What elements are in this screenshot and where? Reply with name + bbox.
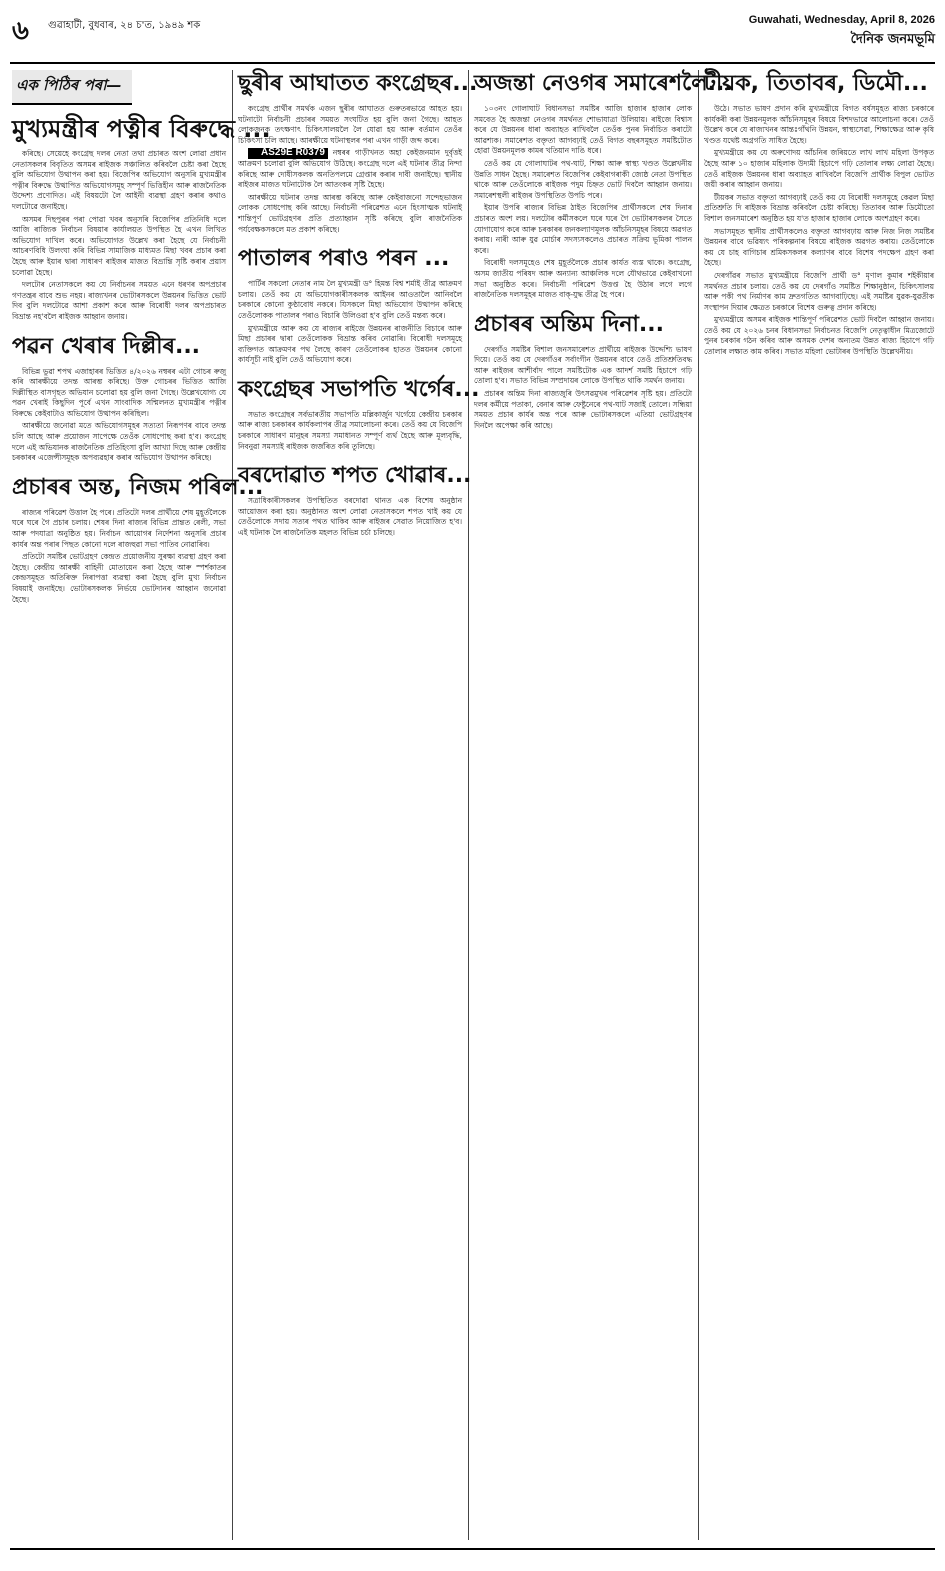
- article-campaign-end: [12, 508, 226, 605]
- paragraph: সভাসমূহত স্থানীয় প্ৰাৰ্থীসকলেও বক্তৃতা আগবঢ়ায় আৰু নিজ নিজ সমষ্টিৰ উন্নয়নৰ বাবে ভৱিষ্যৎ পৰিকল্পনাৰ বিষয়ে ৰাইজক অৱগত কৰায়। তেওঁলোকে কয় যে চাহ বাগিচাৰ শ্ৰমিকসকলৰ কল্যাণৰ বাবে বিশেষ পদক্ষেপ গ্ৰহণ কৰা হৈছে।: [704, 226, 934, 268]
- column-4: [704, 70, 934, 1540]
- article-kharge: [238, 410, 462, 452]
- headline-ajanta-neog: অজন্তা নেওগৰ সমাৰেশলৈ...: [474, 71, 733, 96]
- paragraph: বিভিন্ন ভুৱা শপথ এজাহাৰৰ ভিত্তিত ৪/২০২৬ নম্বৰৰ এটা গোচৰ ৰুজু কৰি আৰক্ষীয়ে তদন্ত আৰম্ভ কৰিছে। উক্ত গোচৰৰ ভিত্তিত আজি দিল্লীস্থিত বাসগৃহত অভিযান চলোৱা হয় বুলি জনা গৈছে। উল্লেখযোগ্য যে পৱন খেৰাই কিছুদিন পূৰ্বে এখন সাংবাদিক সন্মিলনত মুখ্যমন্ত্ৰীৰ পত্নীৰ বিৰুদ্ধে কেইবাটাও অভিযোগ উত্থাপন কৰিছিল।: [12, 366, 226, 418]
- article-pawan-khera: [12, 367, 226, 464]
- headline-last-day: প্ৰচাৰৰ অন্তিম দিনা...: [474, 311, 664, 337]
- dateline-english: Guwahati, Wednesday, April 8, 2026: [748, 14, 935, 26]
- paragraph: ১০৩নং গোলাঘাট বিধানসভা সমষ্টিৰ আজি হাজাৰ হাজাৰ লোক সমবেত হৈ অজন্তা নেওগৰ সমৰ্থনত শোভাযাত্ৰা উলিয়ায়। ৰাইজে বিশ্বাস কৰে যে উন্নয়নৰ ধাৰা অব্যাহত ৰাখিবলৈ তেওঁক পুনৰ নিৰ্বাচিত কৰাটো আৱশ্যক। সমাৰেশত বক্তৃতা আগবঢ়াই তেওঁ বিগত বছৰসমূহত সমষ্টিটোত হোৱা উন্নয়নমূলক কামৰ খতিয়ান দাঙি ধৰে।: [474, 104, 692, 156]
- paragraph: প্ৰতিটো সমষ্টিৰ ভোটগ্ৰহণ কেন্দ্ৰত প্ৰয়োজনীয় সুৰক্ষা ব্যৱস্থা গ্ৰহণ কৰা হৈছে। কেন্দ্ৰীয় আৰক্ষী বাহিনী মোতায়েন কৰা হৈছে আৰু স্পৰ্শকাতৰ কেন্দ্ৰসমূহত অতিৰিক্ত নিৰাপত্তা ব্যৱস্থা কৰা হৈছে বুলি মুখ্য নিৰ্বাচন বিষয়াই জনাইছে। ভোটাৰসকলক নিৰ্ভয়ে ভোটদানৰ আহ্বান জনোৱা হৈছে।: [12, 552, 226, 604]
- footer-rule: [10, 1548, 935, 1550]
- article-teok-titabor: [704, 104, 934, 358]
- paragraph: দেৰগাঁও সমষ্টিৰ বিশাল জনসমাৰেশত প্ৰাৰ্থীয়ে ৰাইজক উদ্দেশ্যি ভাষণ দিয়ে। তেওঁ কয় যে দেৰগাঁওৰ সৰ্বাংগীন উন্নয়নৰ বাবে তেওঁ প্ৰতিশ্ৰুতিবদ্ধ আৰু ৰাইজৰ আশীৰ্বাদ পালে সমষ্টিটোক এক আদৰ্শ সমষ্টি হিচাপে গঢ়ি তোলা হ'ব। সভাত বিভিন্ন সম্প্ৰদায়ৰ লোকে উপস্থিত থাকি সমৰ্থন জনায়।: [474, 344, 692, 386]
- headline-kharge: কংগ্ৰেছৰ সভাপতি খৰ্গেৰ...: [238, 376, 480, 402]
- dateline-assamese: গুৱাহাটী, বুধবাৰ, ২৪ চ'ত, ১৯৪৯ শক: [48, 20, 201, 31]
- paragraph: মুখ্যমন্ত্ৰীয়ে কয় যে অৰুণোদয় আঁচনিৰ জৰিয়তে লাখ লাখ মহিলা উপকৃত হৈছে আৰু ১০ হাজাৰ মহিলাক উদ্যমী হিচাপে গঢ়ি তোলাৰ লক্ষ্য লোৱা হৈছে। তেওঁ ৰাইজক উন্নয়নৰ ধাৰা অব্যাহত ৰাখিবলৈ বিজেপি প্ৰাৰ্থীক বিপুল ভোটত জয়ী কৰাৰ আহ্বান জনায়।: [704, 148, 934, 190]
- headline-bordowa: বৰদোৱাত শপত খোৱাৰ...: [238, 463, 472, 489]
- paragraph: মুখ্যমন্ত্ৰীয়ে আৰু কয় যে ৰাজ্যৰ ৰাইজে উন্নয়নৰ ৰাজনীতি বিচাৰে আৰু মিছা প্ৰচাৰৰ দ্বাৰা তেওঁলোকক বিভ্ৰান্ত কৰিব নোৱাৰি। বিৰোধী দলসমূহে ব্যক্তিগত আক্ৰমণৰ পথ লৈছে কাৰণ তেওঁলোকৰ হাতত উন্নয়নৰ কোনো কাৰ্যসূচী নাই বুলি তেওঁ অভিযোগ কৰে।: [238, 323, 462, 365]
- vehicle-plate: AS29E R0379: [248, 148, 328, 159]
- masthead: দৈনিক জনমভূমি: [850, 32, 935, 47]
- article-ajanta-neog: [474, 104, 692, 301]
- article-bordowa: [238, 496, 462, 538]
- column-1: [12, 70, 271, 1540]
- headline-pawan-khera: পৱন খেৰাৰ দিল্লীৰ...: [12, 333, 201, 359]
- paragraph: টীয়কৰ সভাত বক্তৃতা আগবঢ়াই তেওঁ কয় যে বিৰোধী দলসমূহে কেৱল মিছা প্ৰতিশ্ৰুতি দি ৰাইজক বিভ্ৰান্ত কৰিবলৈ চেষ্টা কৰিছে। তিতাবৰ আৰু ডিমৌতো বিশাল জনসমাৰেশ অনুষ্ঠিত হয় য'ত হাজাৰ হাজাৰ লোকে অংশগ্ৰহণ কৰে।: [704, 192, 934, 223]
- paragraph: [238, 148, 462, 190]
- headline-patal: পাতালৰ পৰাও পৰন ...: [238, 246, 450, 272]
- headline-campaign-end: প্ৰচাৰৰ অন্ত, নিজম পৰিল...: [12, 474, 264, 500]
- headline-knife-attack: ছুৰীৰ আঘাতত কংগ্ৰেছৰ...: [238, 71, 478, 96]
- paragraph: বিৰোধী দলসমূহেও শেষ মুহূৰ্তলৈকে প্ৰচাৰ কাৰ্যত ব্যস্ত থাকে। কংগ্ৰেছ, অসম জাতীয় পৰিষদ আৰু অন্যান্য আঞ্চলিক দলে যৌথভাৱে কেইবাখনো সভা অনুষ্ঠিত কৰে। নিৰ্বাচনী পৰিৱেশ উত্তপ্ত হৈ উঠাৰ লগে লগে ৰাজনৈতিক দলসমূহৰ মাজত বাক্-যুদ্ধ তীব্ৰ হৈ পৰে।: [474, 258, 692, 300]
- article-knife-attack: [238, 104, 462, 235]
- paragraph: প্ৰচাৰৰ অন্তিম দিনা ৰাজ্যজুৰি উৎসৱমুখৰ পৰিৱেশৰ সৃষ্টি হয়। প্ৰতিটো দলৰ কৰ্মীয়ে পতাকা, বেনাৰ আৰু ফেষ্টুনেৰে পথ-ঘাট সজাই তোলে। সন্ধিয়া সময়ত প্ৰচাৰ কাৰ্যৰ অন্ত পৰে আৰু ভোটাৰসকলে এতিয়া ভোটগ্ৰহণৰ দিনলৈ অপেক্ষা কৰি আছে।: [474, 389, 692, 430]
- headline-cm-wife: মুখ্যমন্ত্ৰীৰ পত্নীৰ বিৰুদ্ধে ...: [12, 115, 271, 143]
- article-patal: [238, 279, 462, 366]
- page-header: [10, 8, 935, 60]
- paragraph: সভাত কংগ্ৰেছৰ সৰ্বভাৰতীয় সভাপতি মল্লিকাৰ্জুন খৰ্গেয়ে কেন্দ্ৰীয় চৰকাৰ আৰু ৰাজ্য চৰকাৰৰ কাৰ্যকলাপৰ তীব্ৰ সমালোচনা কৰে। তেওঁ কয় যে বিজেপি চৰকাৰে সাধাৰণ মানুহৰ সমস্যা সমাধানত সম্পূৰ্ণ ব্যৰ্থ হৈছে আৰু মূল্যবৃদ্ধি, নিবনুৱা সমস্যাই ৰাইজক জৰ্জৰিত কৰি তুলিছে।: [238, 409, 462, 451]
- paragraph: তেওঁ কয় যে গোলাঘাটৰ পথ-ঘাট, শিক্ষা আৰু স্বাস্থ্য খণ্ডত উল্লেখনীয় উন্নতি সাধন হৈছে। সমাৰেশত বিজেপিৰ কেইবাগৰাকী জ্যেষ্ঠ নেতা উপস্থিত থাকে আৰু তেওঁলোকে ৰাইজক পদুম চিহ্নত ভোট দিবলৈ আহ্বান জনায়। সমাৰেশস্থলী ৰাইজৰ উপস্থিতিত উপচি পৰে।: [474, 158, 692, 200]
- page-number: ৬: [12, 16, 29, 46]
- paragraph: কৰিছে। সেয়েহে কংগ্ৰেছ দলৰ নেতা তথা প্ৰচাৰত অংশ লোৱা প্ৰধান নেতাসকলৰ বিবৃতিত অসমৰ ৰাইজক সঞ্চালিত কৰিবলৈ চেষ্টা কৰা হৈছে বুলি অভিযোগ উত্থাপন কৰা হয়। বিজেপিৰ অভিযোগ অনুসৰি মুখ্যমন্ত্ৰীৰ পত্নীৰ বিৰুদ্ধে উত্থাপিত অভিযোগসমূহ সম্পূৰ্ণ ভিত্তিহীন আৰু ৰাজনৈতিক উদ্দেশ্য প্ৰণোদিত। এই বিষয়টো লৈ আইনী ব্যৱস্থা গ্ৰহণ কৰাৰ কথাও দলটোৱে জনাইছে।: [12, 149, 226, 211]
- column-2: [238, 70, 480, 1540]
- paragraph-text: নম্বৰৰ গাড়ীখনত অহা কেইজনমান দুৰ্বৃত্তই আক্ৰমণ চলোৱা বুলি অভিযোগ উঠিছে। কংগ্ৰেছ দলে এই ঘটনাৰ তীব্ৰ নিন্দা কৰিছে আৰু দোষীসকলক অনতিপলমে গ্ৰেপ্তাৰ কৰাৰ দাবী জনাইছে। স্থানীয় ৰাইজৰ মাজত ঘটনাটোক লৈ আতংকৰ সৃষ্টি হৈছে।: [238, 148, 462, 190]
- paragraph: দেৰগাঁৱৰ সভাত মুখ্যমন্ত্ৰীয়ে বিজেপি প্ৰাৰ্থী ড° মৃণাল কুমাৰ শইকীয়াৰ সমৰ্থনত প্ৰচাৰ চলায়। তেওঁ কয় যে দেৰগাঁও সমষ্টিত শিক্ষানুষ্ঠান, চিকিৎসালয় আৰু পকী পথ নিৰ্মাণৰ কাম দ্ৰুতগতিত আগবাঢ়িছে। এই সমষ্টিৰ যুৱক-যুৱতীক সংস্থাপন দিয়াৰ ক্ষেত্ৰত চৰকাৰে বিশেষ গুৰুত্ব প্ৰদান কৰিছে।: [704, 270, 934, 312]
- headline-teok-titabor: টীয়ক, তিতাবৰ, ডিমৌ...: [704, 71, 928, 96]
- column-divider: [698, 70, 699, 1540]
- article-cm-wife: [12, 149, 226, 323]
- header-rule: [10, 62, 935, 64]
- paragraph: কংগ্ৰেছ প্ৰাৰ্থীৰ সমৰ্থক এজন ছুৰীৰ আঘাতত গুৰুতৰভাৱে আহত হয়। ঘটনাটো নিৰ্বাচনী প্ৰচাৰৰ সময়ত সংঘটিত হয় বুলি জনা গৈছে। আহত লোকজনক তৎক্ষণাৎ চিকিৎসালয়লৈ লৈ যোৱা হয় আৰু বৰ্তমান তেওঁৰ চিকিৎসা চলি আছে। আৰক্ষীয়ে ঘটনাস্থলৰ পৰা এখন গাড়ী জব্দ কৰে।: [238, 104, 462, 145]
- paragraph: ৰাজ্যৰ পৰিৱেশ উত্তাল হৈ পৰে। প্ৰতিটো দলৰ প্ৰাৰ্থীয়ে শেষ মুহূৰ্তলৈকে ঘৰে ঘৰে গৈ প্ৰচাৰ চলায়। শেষৰ দিনা ৰাজ্যৰ বিভিন্ন প্ৰান্তত ৰেলী, সভা আৰু পদযাত্ৰা অনুষ্ঠিত হয়। নিৰ্বাচন আয়োগৰ নিৰ্দেশনা অনুসৰি প্ৰচাৰ কাৰ্যৰ অন্ত পৰাৰ পিছত কোনো দলে ৰাজহুৱা সভা পাতিব নোৱাৰিব।: [12, 507, 226, 549]
- paragraph: মুখ্যমন্ত্ৰীয়ে অসমৰ ৰাইজক শান্তিপূৰ্ণ পৰিৱেশত ভোট দিবলৈ আহ্বান জনায়। তেওঁ কয় যে ২০২৬ চনৰ বিধানসভা নিৰ্বাচনত বিজেপি নেতৃত্বাধীন মিত্ৰজোটে পুনৰ চৰকাৰ গঠন কৰিব আৰু অসমক দেশৰ অন্যতম উন্নত ৰাজ্য হিচাপে গঢ়ি তোলাৰ লক্ষ্যত কাম কৰিব। সভাত মহিলা ভোটাৰৰ উপস্থিতি উল্লেখনীয়।: [704, 315, 934, 357]
- paragraph: আৰক্ষীয়ে জনোৱা মতে অভিযোগসমূহৰ সত্যতা নিৰূপণৰ বাবে তদন্ত চলি আছে আৰু প্ৰয়োজন সাপেক্ষে তেওঁক সোধপোছ কৰা হ'ব। কংগ্ৰেছ দলে এই অভিযানক ৰাজনৈতিক প্ৰতিহিংসা বুলি আখ্যা দিছে আৰু কেন্দ্ৰীয় চৰকাৰৰ এজেন্সীসমূহক অপব্যৱহাৰ কৰাৰ অভিযোগ উত্থাপন কৰিছে।: [12, 421, 226, 463]
- paragraph: পাৰ্টিৰ সকলো নেতাৰ নাম লৈ মুখ্যমন্ত্ৰী ড° হিমন্ত বিশ্ব শৰ্মাই তীব্ৰ আক্ৰমণ চলায়। তেওঁ কয় যে অভিযোগকাৰীসকলক আইনৰ আওতালৈ আনিবলৈ চৰকাৰে কোনো কুণ্ঠাবোধ নকৰে। যিসকলে মিছা অভিযোগ উত্থাপন কৰিছে তেওঁলোকক পাতালৰ পৰাও বিচাৰি উলিওৱা হ'ব বুলি তেওঁ মন্তব্য কৰে।: [238, 279, 462, 320]
- paragraph: অসমৰ দিছপুৰৰ পৰা পোৱা খবৰ অনুসৰি বিজেপিৰ প্ৰতিনিধি দলে আজি ৰাজ্যিক নিৰ্বাচন বিষয়াৰ কাৰ্যালয়ত উপস্থিত হৈ এখন লিখিত অভিযোগ দাখিল কৰে। অভিযোগত উল্লেখ কৰা হৈছে যে নিৰ্বাচনী আচৰণবিধি উলংঘা কৰি বিভিন্ন সামাজিক মাধ্যমত মিছা খবৰ প্ৰচাৰ কৰা হৈছে আৰু ইয়াৰ দ্বাৰা সাধাৰণ ৰাইজৰ মাজত বিভ্ৰান্তি সৃষ্টি কৰাৰ প্ৰয়াস চলোৱা হৈছে।: [12, 214, 226, 277]
- paragraph: সত্ৰাধিকাৰীসকলৰ উপস্থিতিত বৰদোৱা থানত এক বিশেষ অনুষ্ঠান আয়োজন কৰা হয়। অনুষ্ঠানত অংশ লোৱা নেতাসকলে শপত খাই কয় যে তেওঁলোকে সদায় সত্যৰ পথত থাকিব আৰু ৰাইজৰ সেৱাত নিয়োজিত হ'ব। এই ঘটনাক লৈ ৰাজনৈতিক মহলত বিভিন্ন চৰ্চা চলিছে।: [238, 496, 462, 538]
- article-last-day: [474, 345, 692, 432]
- column-3: [474, 70, 733, 1540]
- paragraph: আৰক্ষীয়ে ঘটনাৰ তদন্ত আৰম্ভ কৰিছে আৰু কেইবাজনো সন্দেহভাজন লোকক সোধপোছ কৰি আছে। নিৰ্বাচনী পৰিৱেশত এনে হিংসাত্মক ঘটনাই শান্তিপূৰ্ণ ভোটগ্ৰহণৰ প্ৰতি প্ৰত্যাহ্বান সৃষ্টি কৰিছে বুলি ৰাজনৈতিক পৰ্যবেক্ষকসকলে মত প্ৰকাশ কৰিছে।: [238, 192, 462, 234]
- paragraph: ইয়াৰ উপৰি ৰাজ্যৰ বিভিন্ন ঠাইত বিজেপিৰ প্ৰাৰ্থীসকলে শেষ দিনাৰ প্ৰচাৰত অংশ লয়। দলটোৰ কৰ্মীসকলে ঘৰে ঘৰে গৈ ভোটাৰসকলৰ সৈতে যোগাযোগ কৰে আৰু চৰকাৰৰ জনকল্যাণমূলক আঁচনিসমূহৰ বিষয়ে অৱগত কৰায়। নাৰী আৰু যুৱ মোৰ্চাৰ সদস্যসকলেও প্ৰচাৰত সক্ৰিয় ভূমিকা পালন কৰে।: [474, 203, 692, 255]
- paragraph: দলটোৰ নেতাসকলে কয় যে নিৰ্বাচনৰ সময়ত এনে ধৰণৰ অপপ্ৰচাৰ গণতন্ত্ৰৰ বাবে শুভ নহয়। ৰাজ্যখনৰ ভোটাৰসকলে উন্নয়নৰ ভিত্তিত ভোট দিব বুলি দলটোৱে আশা প্ৰকাশ কৰে আৰু বিৰোধী দলৰ অপপ্ৰচাৰত বিভ্ৰান্ত নহ'বলৈ ৰাইজক আহ্বান জনায়।: [12, 280, 226, 321]
- column-divider: [468, 70, 469, 1540]
- paragraph: উঠে। সভাত ভাষণ প্ৰদান কৰি মুখ্যমন্ত্ৰীয়ে বিগত বৰ্ষসমূহত ৰাজ্য চৰকাৰে কাৰ্যকৰী কৰা উন্নয়নমূলক আঁচনিসমূহৰ বিষয়ে বিশদভাৱে আলোচনা কৰে। তেওঁ উল্লেখ কৰে যে ৰাজ্যখনৰ আন্তঃগাঁথনি উন্নয়ন, স্বাস্থ্যসেৱা, শিক্ষাক্ষেত্ৰ আৰু কৃষি খণ্ডত যথেষ্ট অগ্ৰগতি সাধিত হৈছে।: [704, 104, 934, 145]
- column-divider: [232, 70, 233, 1540]
- section-kicker: এক পিঠিৰ পৰা—: [12, 70, 132, 105]
